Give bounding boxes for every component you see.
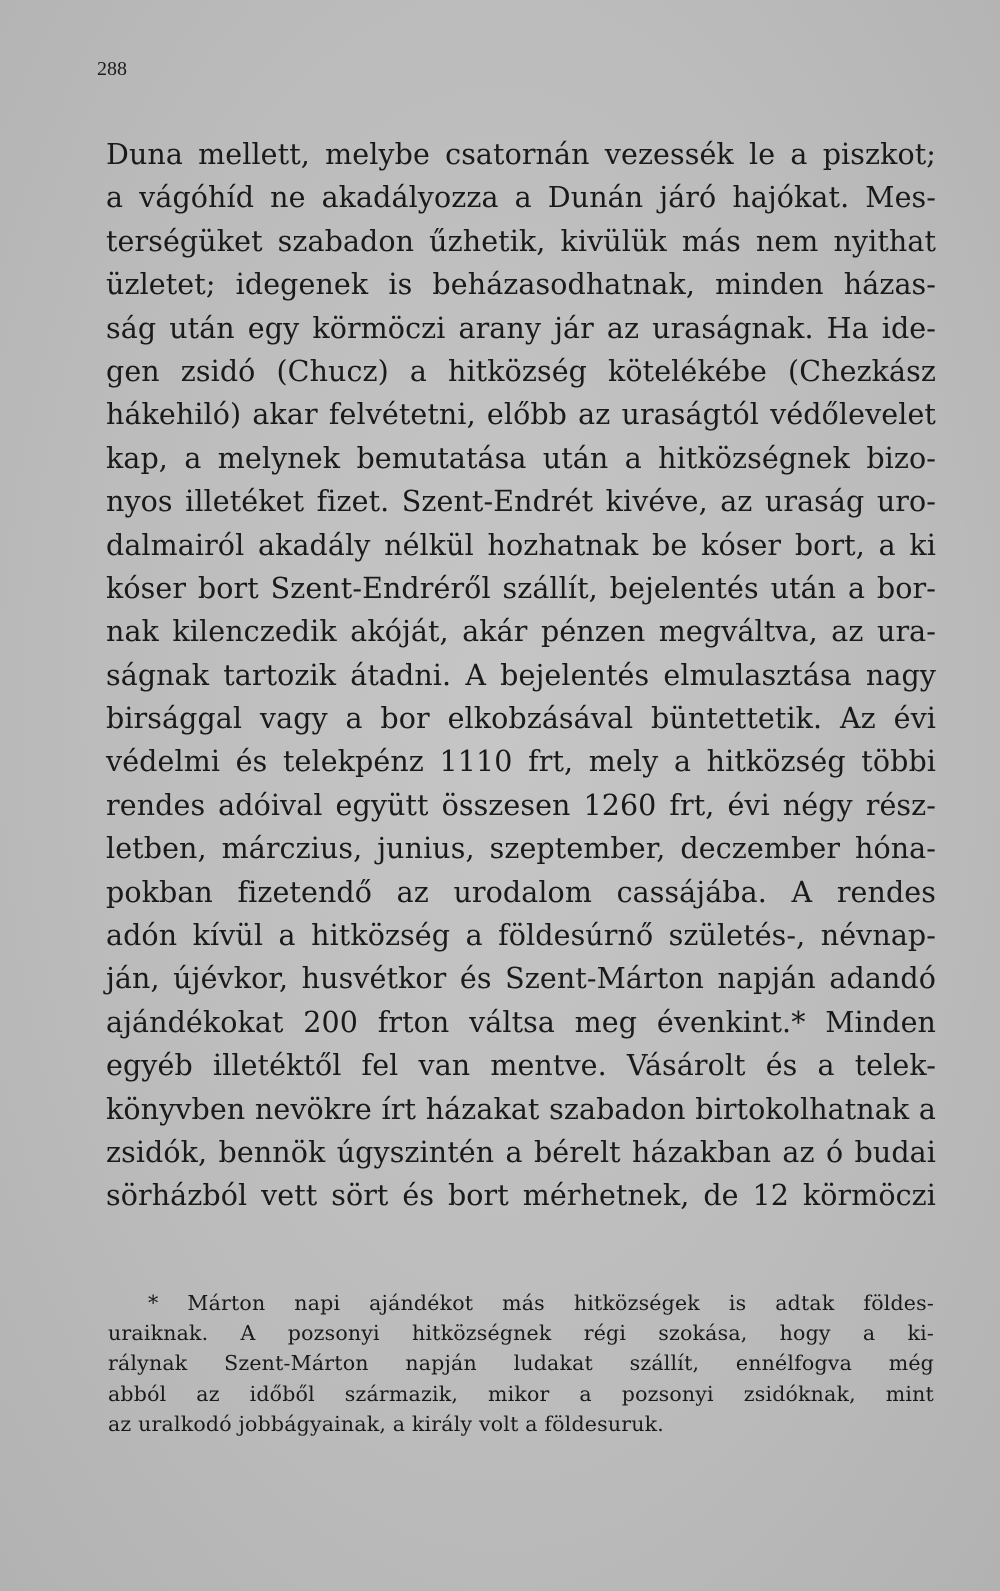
- body-line: kóser bort Szent-Endréről szállít, bejelentés után a bor-: [106, 571, 936, 605]
- body-line: sörházból vett sört és bort mérhetnek, de 12 körmöczi: [106, 1179, 936, 1213]
- body-line: ság után egy körmöczi arany jár az uraságnak. Ha ide-: [106, 311, 936, 345]
- body-line: Duna mellett, melybe csatornán vezessék le a piszkot;: [106, 138, 936, 171]
- footnote-line: uraiknak. A pozsonyi hitközségnek régi szokása, hogy a ki-: [108, 1321, 934, 1346]
- body-line: védelmi és telekpénz 1110 frt, mely a hitközség többi: [106, 745, 936, 779]
- body-line: gen zsidó (Chucz) a hitközség kötelékébe (Chezkász: [106, 354, 936, 388]
- body-line: terségüket szabadon űzhetik, kivülük más nem nyithat: [106, 224, 936, 258]
- body-line: hákehiló) akar felvétetni, előbb az uraságtól védőlevelet: [106, 398, 936, 432]
- body-line: a vágóhíd ne akadályozza a Dunán járó hajókat. Mes-: [106, 181, 936, 215]
- page-number: 288: [97, 58, 127, 80]
- body-line: zsidók, bennök úgyszintén a bérelt házakban az ó budai: [106, 1135, 936, 1169]
- body-line: üzletet; idegenek is beházasodhatnak, minden házas-: [106, 268, 936, 302]
- body-line: dalmairól akadály nélkül hozhatnak be kóser bort, a ki: [106, 528, 936, 562]
- body-line: pokban fizetendő az urodalom cassájába. A rendes: [106, 875, 936, 909]
- footnote-line: rálynak Szent-Márton napján ludakat szállít, ennélfogva még: [108, 1351, 934, 1376]
- footnote: [108, 1288, 934, 1439]
- body-line: adón kívül a hitközség a földesúrnő születés-, névnap-: [106, 919, 936, 953]
- body-line: kap, a melynek bemutatása után a hitközségnek bizo-: [106, 441, 936, 475]
- body-line: letben, márczius, junius, szeptember, deczember hóna-: [106, 832, 936, 866]
- body-line: birsággal vagy a bor elkobzásával büntettetik. Az évi: [106, 702, 936, 736]
- footnote-line: abból az időből származik, mikor a pozsonyi zsidóknak, mint: [108, 1381, 934, 1406]
- body-line: ságnak tartozik átadni. A bejelentés elmulasztása nagy: [106, 658, 936, 692]
- body-line: könyvben nevökre írt házakat szabadon birtokolhatnak a: [106, 1092, 936, 1126]
- body-line: nak kilenczedik akóját, akár pénzen megváltva, az ura-: [106, 615, 936, 649]
- body-line: rendes adóival együtt összesen 1260 frt, évi négy rész-: [106, 788, 936, 822]
- body-text: [106, 133, 936, 1218]
- footnote-line: * Márton napi ajándékot más hitközségek is adtak földes-: [148, 1291, 934, 1315]
- footnote-line: az uralkodó jobbágyainak, a király volt a földesuruk.: [108, 1411, 664, 1436]
- body-line: nyos illetéket fizet. Szent-Endrét kivéve, az uraság uro-: [106, 485, 936, 519]
- body-line: ajándékokat 200 frton váltsa meg évenkint.* Minden: [106, 1005, 936, 1039]
- body-line: ján, újévkor, husvétkor és Szent-Márton napján adandó: [106, 962, 936, 996]
- body-line: egyéb illetéktől fel van mentve. Vásárolt és a telek-: [106, 1049, 936, 1083]
